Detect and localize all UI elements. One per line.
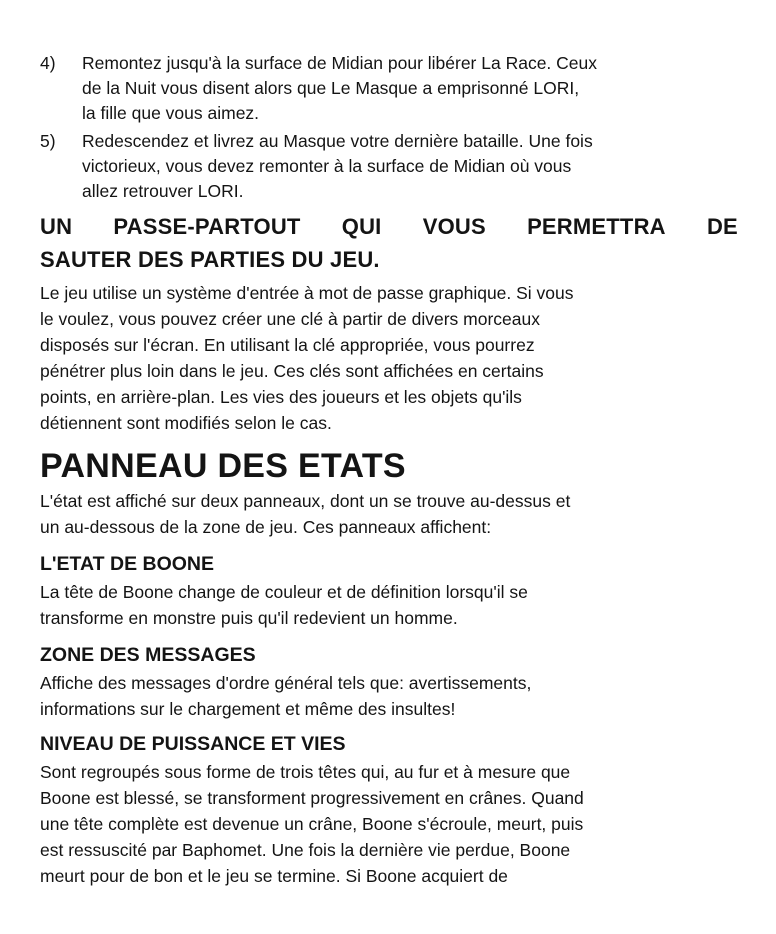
passe-partout-heading	[40, 210, 740, 276]
text-line: points, en arrière-plan. Les vies des joueurs et les objets qu'ils	[40, 387, 522, 407]
text-line: Sont regroupés sous forme de trois têtes qui, au fur et à mesure que	[40, 762, 571, 782]
text-line: L'état est affiché sur deux panneaux, dont un se trouve au-dessus et	[40, 491, 571, 511]
list-item-text	[82, 129, 742, 204]
text-line: Le jeu utilise un système d'entrée à mot de passe graphique. Si vous	[40, 283, 574, 303]
passe-partout-paragraph	[40, 280, 740, 436]
text-line: victorieux, vous devez remonter à la surface de Midian où vous	[82, 156, 572, 176]
text-line: transforme en monstre puis qu'il redevient un homme.	[40, 608, 458, 628]
etat-boone-paragraph	[40, 579, 740, 631]
text-line: est ressuscité par Baphomet. Une fois la dernière vie perdue, Boone	[40, 840, 571, 860]
text-line: informations sur le chargement et même des insultes!	[40, 699, 456, 719]
heading-word: PERMETTRA	[527, 214, 666, 239]
heading-line-1	[40, 210, 738, 243]
heading-word: VOUS	[422, 214, 486, 239]
heading-line-2: SAUTER DES PARTIES DU JEU.	[40, 247, 380, 272]
text-line: disposés sur l'écran. En utilisant la clé appropriée, vous pourrez	[40, 335, 535, 355]
zone-messages-heading: ZONE DES MESSAGES	[40, 644, 256, 666]
text-line: La tête de Boone change de couleur et de définition lorsqu'il se	[40, 582, 528, 602]
zone-messages-paragraph	[40, 670, 740, 722]
heading-word: QUI	[341, 214, 382, 239]
text-line: Remontez jusqu'à la surface de Midian pour libérer La Race. Ceux	[82, 53, 598, 73]
text-line: la fille que vous aimez.	[82, 103, 260, 123]
text-line: Redescendez et livrez au Masque votre dernière bataille. Une fois	[82, 131, 593, 151]
list-item-text	[82, 51, 742, 126]
text-line: Boone est blessé, se transforment progressivement en crânes. Quand	[40, 788, 584, 808]
panneau-paragraph	[40, 488, 740, 540]
text-line: un au-dessous de la zone de jeu. Ces panneaux affichent:	[40, 517, 492, 537]
text-line: une tête complète est devenue un crâne, Boone s'écroule, meurt, puis	[40, 814, 584, 834]
heading-word: UN	[40, 214, 73, 239]
text-line: le voulez, vous pouvez créer une clé à partir de divers morceaux	[40, 309, 540, 329]
text-line: allez retrouver LORI.	[82, 181, 244, 201]
heading-word: DE	[706, 214, 738, 239]
text-line: meurt pour de bon et le jeu se termine. Si Boone acquiert de	[40, 866, 508, 886]
niveau-puissance-paragraph	[40, 759, 740, 889]
text-line: pénétrer plus loin dans le jeu. Ces clés sont affichées en certains	[40, 361, 544, 381]
panneau-heading: PANNEAU DES ETATS	[40, 447, 406, 485]
list-item-number: 5)	[40, 131, 56, 151]
list-item-number: 4)	[40, 53, 56, 73]
text-line: de la Nuit vous disent alors que Le Masque a emprisonné LORI,	[82, 78, 580, 98]
heading-word: PASSE-PARTOUT	[113, 214, 301, 239]
etat-boone-heading: L'ETAT DE BOONE	[40, 553, 214, 575]
text-line: détiennent sont modifiés selon le cas.	[40, 413, 332, 433]
text-line: Affiche des messages d'ordre général tels que: avertissements,	[40, 673, 532, 693]
niveau-puissance-heading: NIVEAU DE PUISSANCE ET VIES	[40, 733, 346, 755]
